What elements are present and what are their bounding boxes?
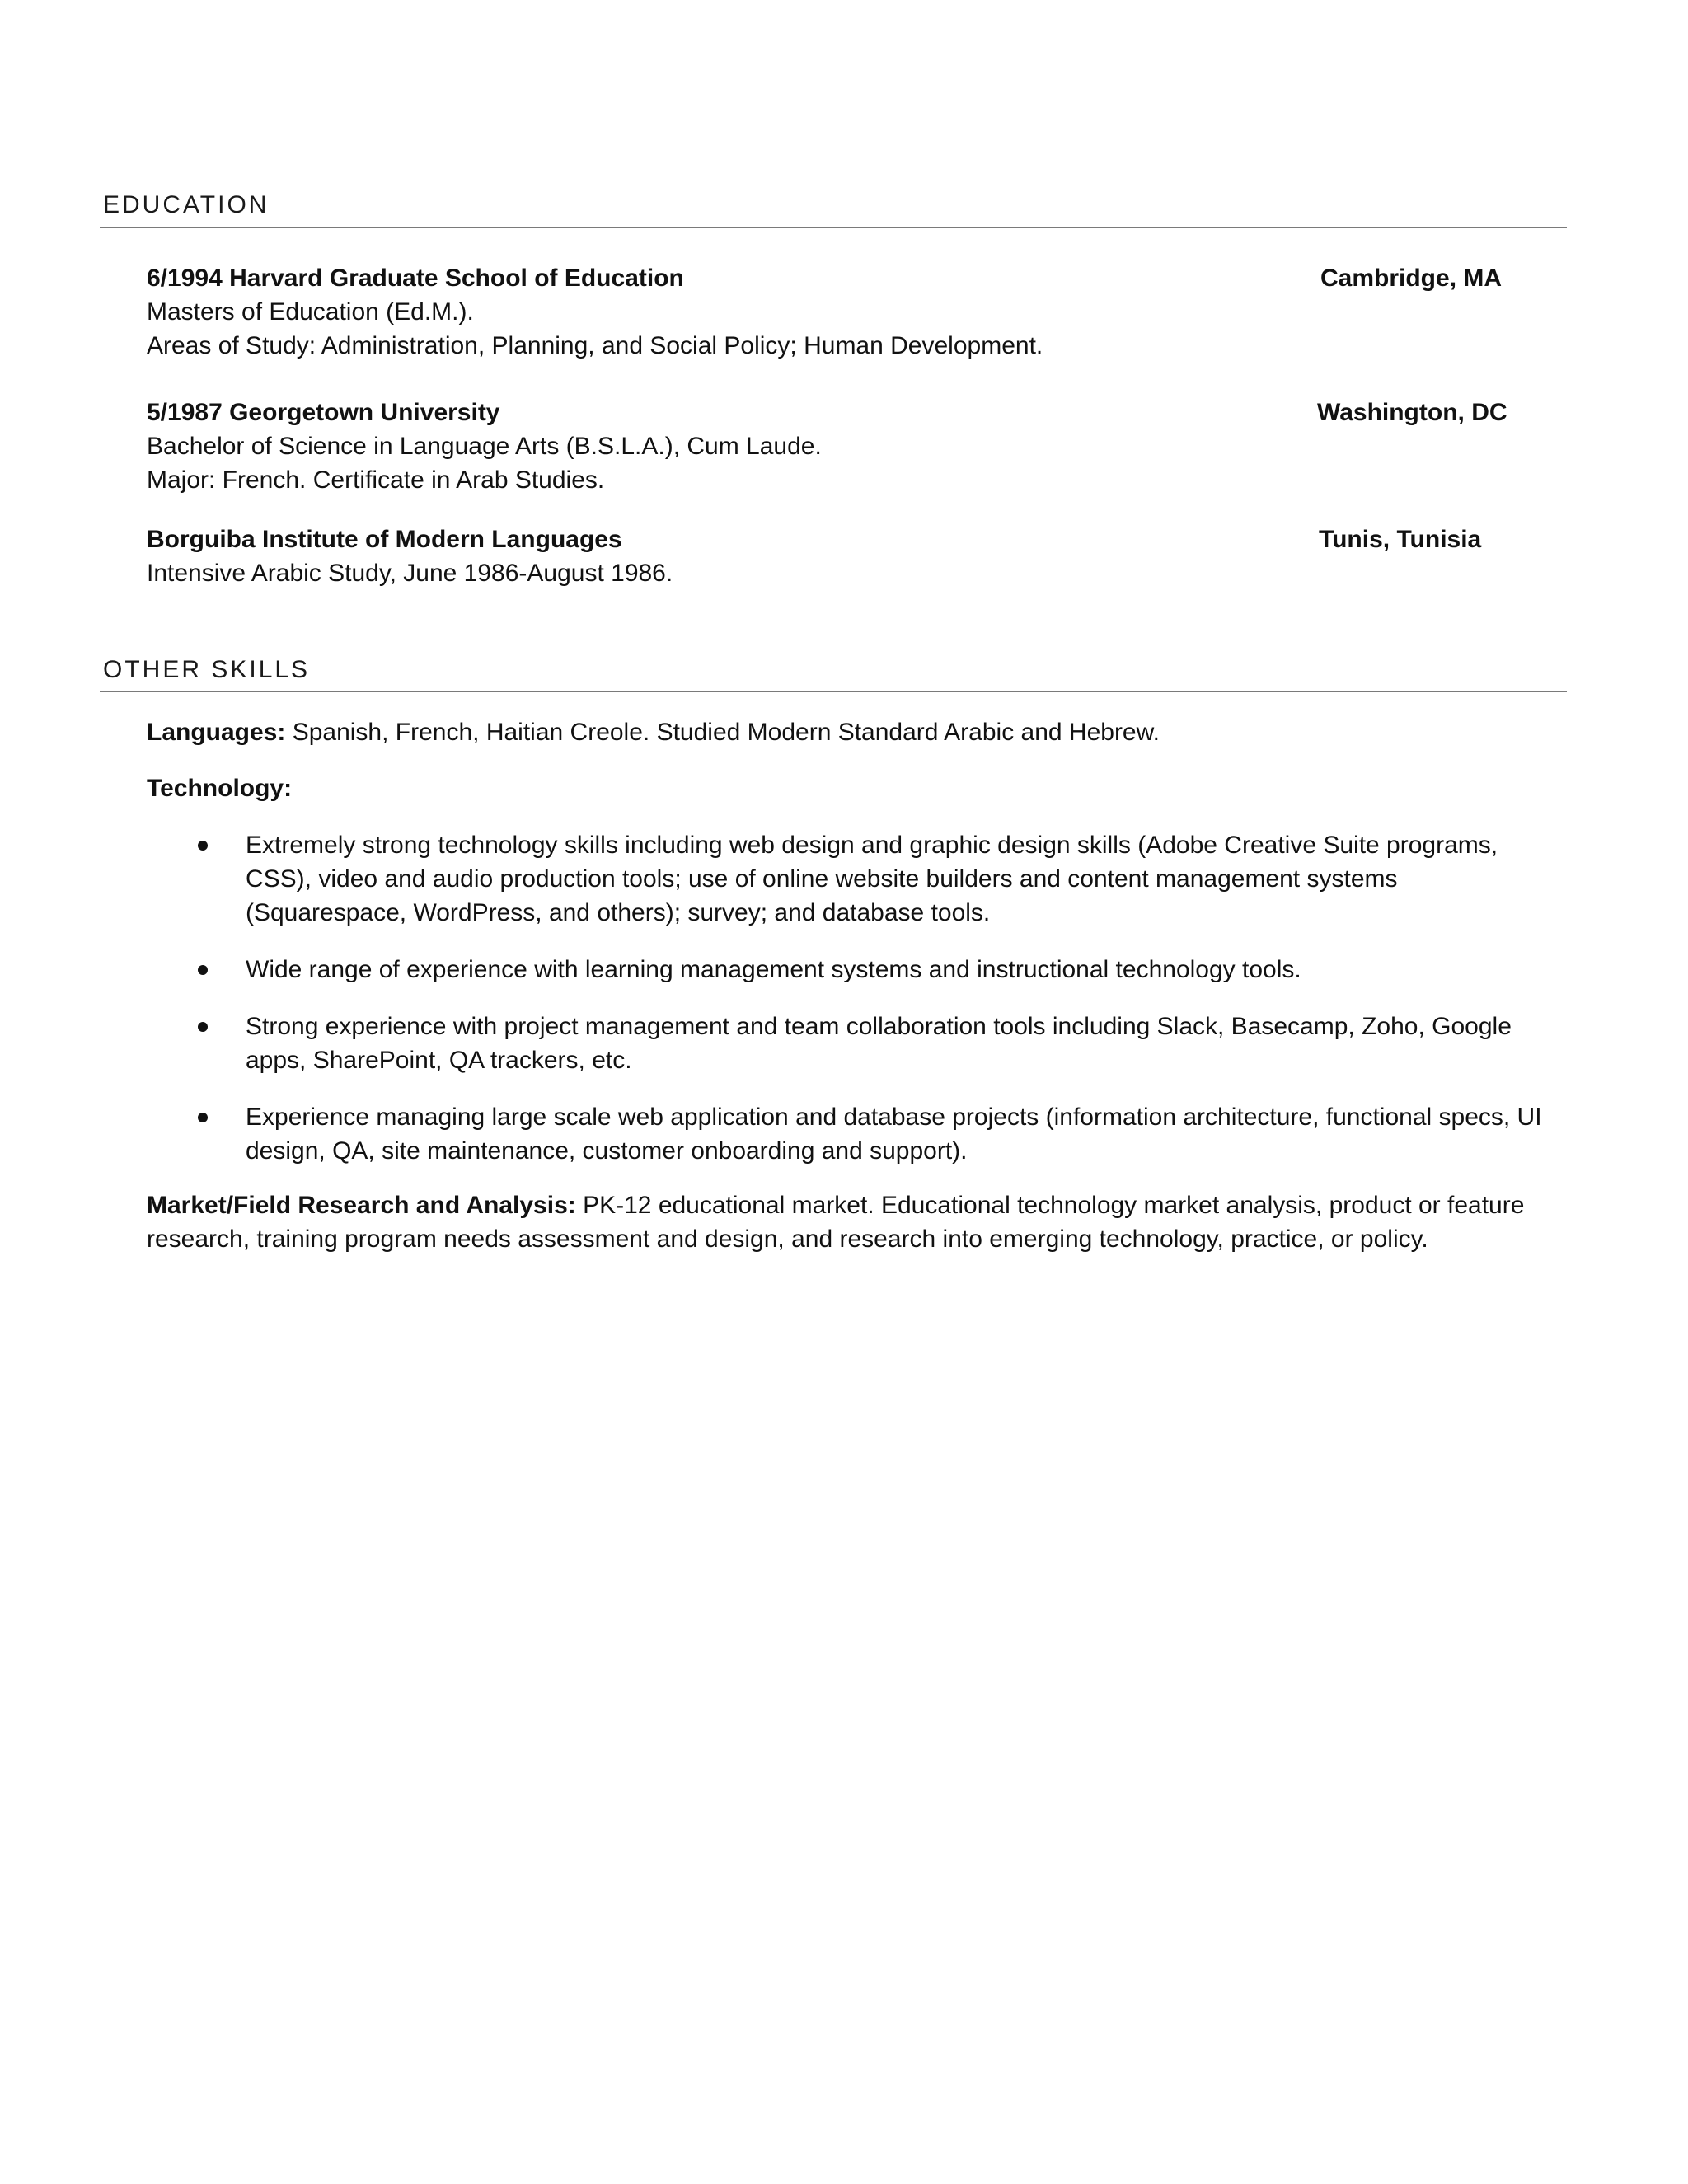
education-entry-georgetown [147, 396, 1515, 497]
bullet-icon [198, 1022, 208, 1032]
education-entry-harvard [147, 261, 1515, 363]
entry-line: Masters of Education (Ed.M.). [147, 298, 474, 326]
languages-label: Languages: [147, 719, 286, 746]
market-research-paragraph [147, 1188, 1548, 1256]
bullet-icon [198, 965, 208, 975]
technology-label: Technology: [147, 775, 293, 802]
bullet-icon [198, 1113, 208, 1122]
market-research-text: PK-12 educational market. Educational technology market analysis, product or feature research, training program needs assessment and design, and research into emerging technology, practice, or policy. [147, 1192, 1525, 1253]
other-skills-divider [100, 691, 1567, 692]
entry-line: Areas of Study: Administration, Planning, and Social Policy; Human Development. [147, 332, 1043, 359]
entry-heading: 5/1987 Georgetown University [147, 399, 500, 426]
list-item [147, 1100, 1548, 1168]
bullet-icon [198, 841, 208, 851]
entry-heading: Borguiba Institute of Modern Languages [147, 526, 622, 553]
bullet-text: Strong experience with project management and team collaboration tools including Slack, Basecamp, Zoho, Google apps, SharePoint, QA trackers, etc. [246, 1013, 1512, 1074]
entry-location: Cambridge, MA [1320, 265, 1503, 292]
education-divider [100, 227, 1567, 228]
technology-bullet-list [147, 828, 1548, 1191]
entry-line: Major: French. Certificate in Arab Studies. [147, 466, 605, 494]
entry-line: Intensive Arabic Study, June 1986-August 1986. [147, 560, 673, 587]
other-skills-heading: OTHER SKILLS [103, 656, 311, 683]
education-heading: EDUCATION [103, 191, 270, 218]
bullet-text: Experience managing large scale web application and database projects (information architecture, functional specs, UI design, QA, site maintenance, customer onboarding and support). [246, 1104, 1542, 1165]
languages-text: Spanish, French, Haitian Creole. Studied Modern Standard Arabic and Hebrew. [285, 719, 1160, 746]
technology-label-paragraph [147, 771, 1548, 805]
entry-heading: 6/1994 Harvard Graduate School of Education [147, 265, 684, 292]
bullet-text: Extremely strong technology skills including web design and graphic design skills (Adobe Creative Suite programs, CSS), video and audio production tools; use of online website builders and content management systems (Squarespace, WordPress, and others); survey; and database tools. [246, 832, 1498, 926]
languages-paragraph [147, 715, 1548, 749]
education-entry-borguiba [147, 523, 1515, 590]
list-item [147, 953, 1548, 987]
list-item [147, 828, 1548, 930]
entry-location: Tunis, Tunisia [1319, 526, 1482, 553]
list-item [147, 1010, 1548, 1077]
market-research-label: Market/Field Research and Analysis: [147, 1192, 576, 1219]
entry-line: Bachelor of Science in Language Arts (B.S.L.A.), Cum Laude. [147, 433, 822, 460]
bullet-text: Wide range of experience with learning management systems and instructional technology tools. [246, 956, 1301, 983]
entry-location: Washington, DC [1317, 399, 1507, 426]
